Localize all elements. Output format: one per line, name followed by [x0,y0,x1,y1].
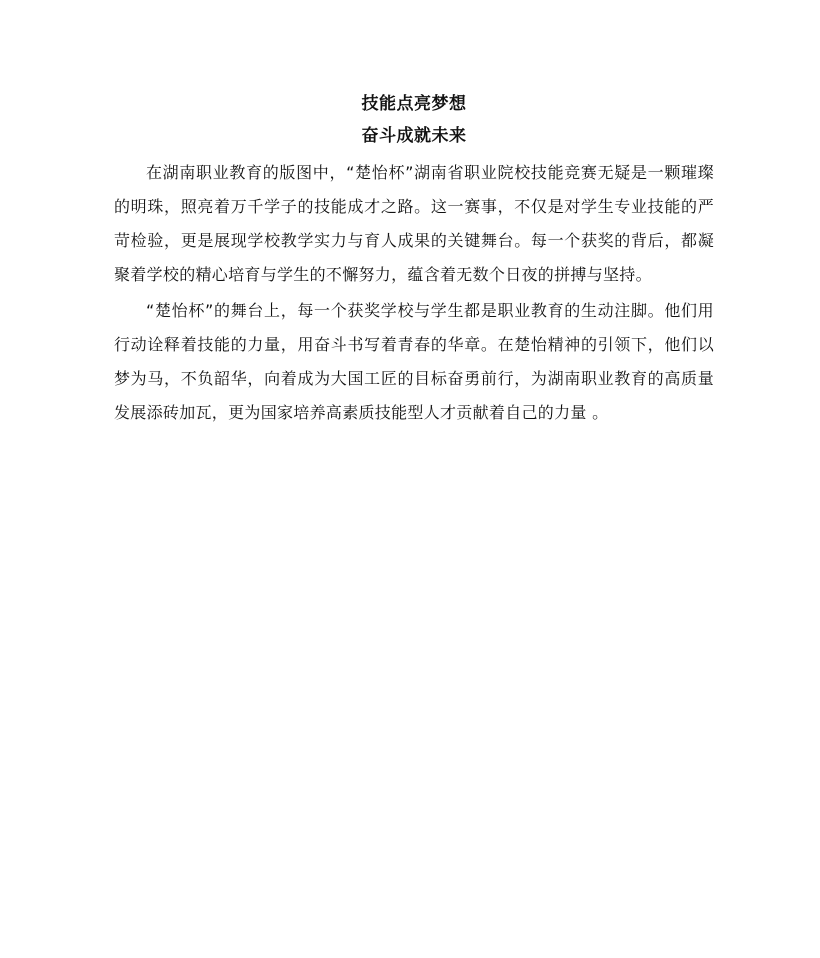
paragraph-1: 在湖南职业教育的版图中，“楚怡杯”湖南省职业院校技能竞赛无疑是一颗璀璨的明珠，照亮着万千学子的技能成才之路。这一赛事，不仅是对学生专业技能的严苛检验，更是展现学校教学实力与育人成果的关键舞台。每一个获奖的背后，都凝聚着学校的精心培育与学生的不懈努力，蕴含着无数个日夜的拼搏与坚持。 [114,163,714,284]
document-title: 技能点亮梦想 [361,94,467,114]
paragraph-2: “楚怡杯”的舞台上，每一个获奖学校与学生都是职业教育的生动注脚。他们用行动诠释着技能的力量，用奋斗书写着青春的华章。在楚怡精神的引领下，他们以梦为马，不负韶华，向着成为大国工匠的目标奋勇前行，为湖南职业教育的高质量发展添砖加瓦，更为国家培养高素质技能型人才贡献着自己的力量 。 [114,301,714,422]
document-subtitle: 奋斗成就未来 [361,126,467,146]
document-body [114,88,714,430]
